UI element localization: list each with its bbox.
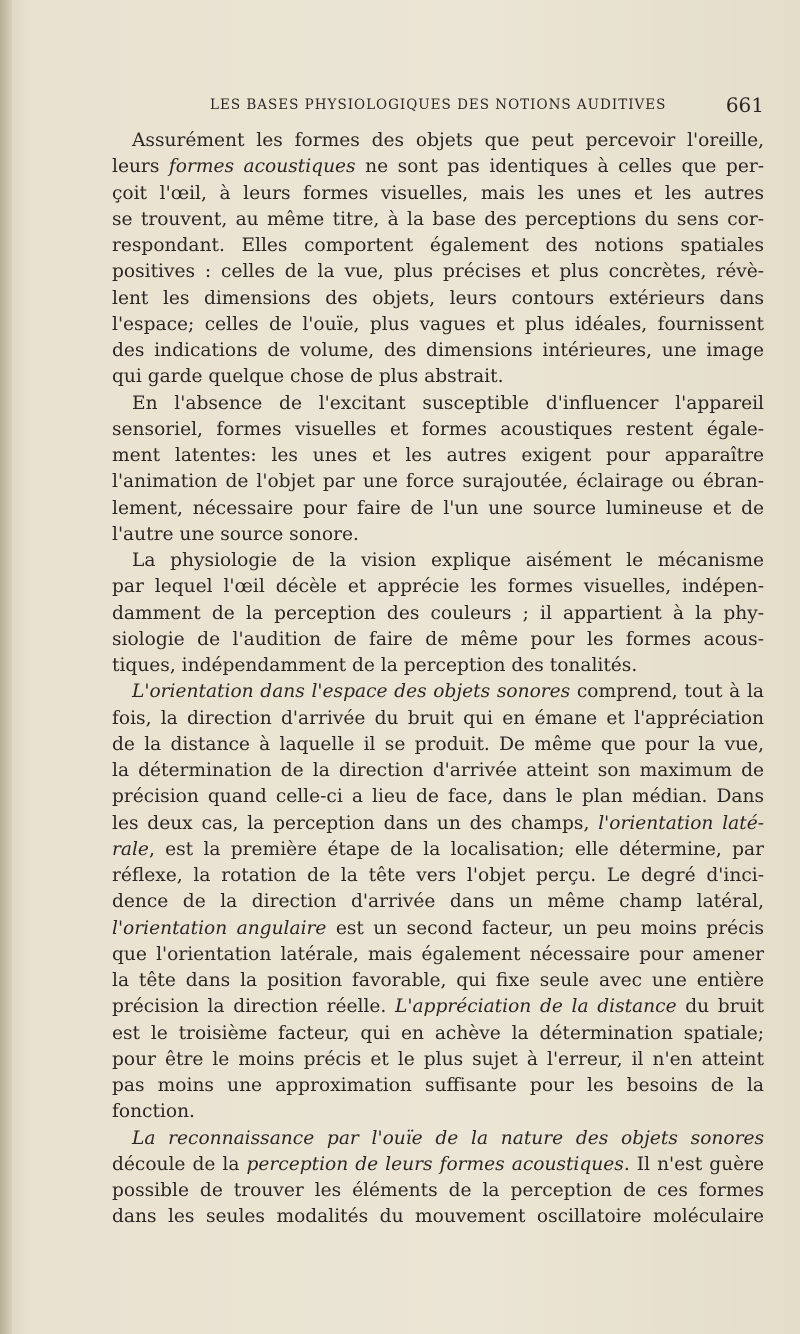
text-line: précision quand celle-ci a lieu de face, dans le plan médian. Dans: [112, 786, 764, 808]
text-line: l'espace; celles de l'ouïe, plus vagues et plus idéales, fournissent: [112, 313, 764, 335]
text-line: la détermination de la direction d'arrivée atteint son maximum de: [112, 760, 764, 781]
text-line: sensoriel, formes visuelles et formes acoustiques restent égale-: [112, 418, 764, 440]
text-line: qui garde quelque chose de plus abstrait.: [112, 366, 504, 388]
text-line: possible de trouver les éléments de la perception de ces formes: [112, 1180, 764, 1201]
text-line: positives : celles de la vue, plus précises et plus concrètes, révè-: [112, 261, 764, 283]
text-line: réflexe, la rotation de la tête vers l'objet perçu. Le degré d'inci-: [112, 865, 764, 886]
text-line: par lequel l'œil décèle et apprécie les formes visuelles, indépen-: [112, 576, 764, 598]
text-line: est le troisième facteur, qui en achève la détermination spatiale;: [112, 1022, 764, 1044]
text-line: La reconnaissance par l'ouïe de la nature des objets sonores: [132, 1127, 764, 1149]
italic-term: perception de leurs formes acoustiques: [246, 1153, 624, 1175]
text-line: pas moins une approximation suffisante pour les besoins de la: [112, 1075, 764, 1096]
text-line: que l'orientation latérale, mais également nécessaire pour amener: [112, 943, 764, 965]
text-line: fois, la direction d'arrivée du bruit qui en émane et l'appréciation: [112, 707, 764, 729]
text-line: les deux cas, la perception dans un des champs, l'orientation laté-: [112, 812, 764, 834]
italic-term: rale: [112, 838, 149, 860]
text-line: des indications de volume, des dimensions intérieures, une image: [112, 340, 764, 361]
italic-term: L'appréciation de la distance: [395, 996, 677, 1018]
italic-term: l'orientation laté-: [598, 812, 764, 834]
text-line: lement, nécessaire pour faire de l'un une source lumineuse et de: [112, 497, 764, 519]
text-line: Assurément les formes des objets que peut percevoir l'oreille,: [132, 130, 764, 151]
text-line: En l'absence de l'excitant susceptible d'influencer l'appareil: [132, 392, 764, 414]
running-title: LES BASES PHYSIOLOGIQUES DES NOTIONS AUDITIVES: [210, 97, 667, 113]
text-line: l'autre une source sonore.: [112, 523, 359, 545]
text-line: la tête dans la position favorable, qui fixe seule avec une entière: [112, 970, 764, 991]
text-line: de la distance à laquelle il se produit. De même que pour la vue,: [112, 733, 764, 755]
italic-term: l'orientation angulaire: [112, 917, 327, 939]
text-line: çoit l'œil, à leurs formes visuelles, mais les unes et les autres: [112, 182, 764, 204]
text-line: siologie de l'audition de faire de même pour les formes acous-: [112, 628, 764, 650]
italic-term: formes acoustiques: [168, 156, 356, 178]
italic-term: L'orientation dans l'espace des objets sonores: [132, 681, 571, 703]
text-line: précision la direction réelle. L'appréciation de la distance du bruit: [112, 996, 764, 1018]
text-line: La physiologie de la vision explique aisément le mécanisme: [132, 550, 764, 571]
text-line: fonction.: [112, 1101, 195, 1123]
text-line: L'orientation dans l'espace des objets sonores comprend, tout à la: [132, 681, 764, 703]
text-line: l'orientation angulaire est un second facteur, un peu moins précis: [112, 917, 764, 939]
body-text: [112, 128, 764, 1231]
text-line: damment de la perception des couleurs ; il appartient à la phy-: [112, 602, 764, 624]
text-line: se trouvent, au même titre, à la base des perceptions du sens cor-: [112, 208, 764, 230]
text-line: pour être le moins précis et le plus sujet à l'erreur, il n'en atteint: [112, 1048, 764, 1070]
text-line: tiques, indépendamment de la perception des tonalités.: [112, 655, 638, 676]
text-line: rale, est la première étape de la localisation; elle détermine, par: [112, 838, 764, 860]
page-header: [210, 93, 770, 117]
text-line: découle de la perception de leurs formes acoustiques. Il n'est guère: [112, 1153, 764, 1175]
page-number: 661: [725, 93, 764, 117]
text-line: dans les seules modalités du mouvement oscillatoire moléculaire: [112, 1206, 764, 1228]
text-line: dence de la direction d'arrivée dans un même champ latéral,: [112, 891, 764, 913]
text-line: ment latentes: les unes et les autres exigent pour apparaître: [112, 445, 764, 466]
text-line: l'animation de l'objet par une force surajoutée, éclairage ou ébran-: [112, 471, 764, 493]
page-binding-edge: [0, 0, 12, 1334]
text-line: lent les dimensions des objets, leurs contours extérieurs dans: [112, 287, 764, 309]
text-line: respondant. Elles comportent également des notions spatiales: [112, 235, 764, 256]
text-line: leurs formes acoustiques ne sont pas identiques à celles que per-: [112, 156, 764, 178]
